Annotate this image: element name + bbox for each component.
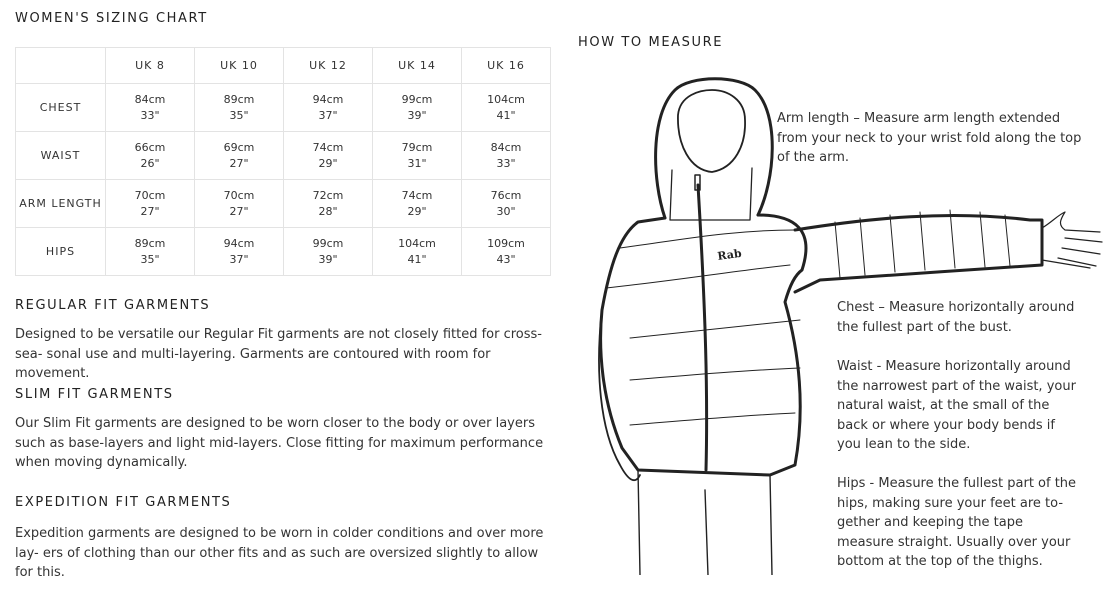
size-header: UK 8 [106,48,195,84]
slim-fit-heading: SLIM FIT GARMENTS [15,387,174,402]
cm-value: 70cm [223,188,255,202]
inch-value: 37" [318,108,338,122]
cm-value: 104cm [487,92,525,106]
cm-value: 94cm [312,92,344,106]
cm-value: 99cm [401,92,433,106]
waist-instructions: Waist - Measure horizontally around the narrowest part of the waist, your natural waist, at the small of the back or where your body bends if you lean to the side. [837,359,1076,452]
table-cell [106,228,195,276]
inch-value: 26" [140,156,160,170]
cm-value: 99cm [312,236,344,250]
inch-value: 41" [496,108,516,122]
inch-value: 35" [140,252,160,266]
cm-value: 89cm [134,236,166,250]
size-header: UK 14 [373,48,462,84]
hips-instructions: Hips - Measure the fullest part of the hips, making sure your feet are to- gether and keeping the tape measure straight. Usually over your bottom at the top of the thighs. [837,476,1077,569]
table-cell [106,84,195,132]
inch-value: 27" [229,204,249,218]
table-row [16,180,551,228]
cm-value: 79cm [401,140,433,154]
inch-value: 29" [407,204,427,218]
table-row [16,228,551,276]
cm-value: 94cm [223,236,255,250]
table-cell [284,180,373,228]
table-cell [373,228,462,276]
row-label: CHEST [16,84,106,132]
cm-value: 76cm [490,188,522,202]
chest-instructions: Chest – Measure horizontally around the fullest part of the bust. [837,300,1075,335]
table-cell [106,132,195,180]
expedition-fit-heading: EXPEDITION FIT GARMENTS [15,495,232,510]
table-cell [195,228,284,276]
row-label: ARM LENGTH [16,180,106,228]
how-to-measure-heading: HOW TO MEASURE [578,35,724,50]
table-header-row [16,48,551,84]
inch-value: 37" [229,252,249,266]
cm-value: 72cm [312,188,344,202]
inch-value: 30" [496,204,516,218]
inch-value: 33" [140,108,160,122]
table-cell [462,84,551,132]
table-cell [106,180,195,228]
table-cell [373,180,462,228]
cm-value: 109cm [487,236,525,250]
inch-value: 35" [229,108,249,122]
table-row [16,84,551,132]
hood-outline [656,79,773,218]
table-corner-cell [16,48,106,84]
row-label: HIPS [16,228,106,276]
table-cell [195,132,284,180]
size-header: UK 10 [195,48,284,84]
collar-outline [670,168,752,220]
cm-value: 104cm [398,236,436,250]
table-cell [462,228,551,276]
cm-value: 74cm [312,140,344,154]
table-cell [284,228,373,276]
inch-value: 43" [496,252,516,266]
regular-fit-heading: REGULAR FIT GARMENTS [15,298,211,313]
table-cell [462,132,551,180]
table-cell [195,180,284,228]
hand-outline [1042,212,1102,268]
inch-value: 41" [407,252,427,266]
inch-value: 31" [407,156,427,170]
cm-value: 74cm [401,188,433,202]
table-cell [195,84,284,132]
table-cell [462,180,551,228]
inch-value: 39" [407,108,427,122]
inch-value: 27" [140,204,160,218]
table-cell [284,132,373,180]
table-cell [373,84,462,132]
cm-value: 84cm [490,140,522,154]
center-zipper [698,185,707,470]
size-header: UK 12 [284,48,373,84]
arm-sleeve-outline [795,215,1042,292]
cm-value: 89cm [223,92,255,106]
table-cell [373,132,462,180]
inch-value: 27" [229,156,249,170]
inch-value: 28" [318,204,338,218]
inch-value: 33" [496,156,516,170]
regular-fit-text: Designed to be versatile our Regular Fit garments are not closely fitted for cross-sea- sonal use and multi-layering. Garments are contoured with room for movement. [15,327,543,381]
cm-value: 84cm [134,92,166,106]
cm-value: 70cm [134,188,166,202]
legs-outline [638,470,772,575]
size-table [15,47,551,276]
row-label: WAIST [16,132,106,180]
jacket-body-outline [601,215,806,475]
face-outline [678,90,745,172]
inch-value: 29" [318,156,338,170]
table-row [16,132,551,180]
cm-value: 66cm [134,140,166,154]
cm-value: 69cm [223,140,255,154]
arm-length-instructions: Arm length – Measure arm length extended from your neck to your wrist fold along the top of the arm. [777,111,1082,165]
slim-fit-text: Our Slim Fit garments are designed to be worn closer to the body or over layers such as base-layers and light mid-layers. Close fitting for maximum performance when moving dynamically. [15,416,544,470]
inch-value: 39" [318,252,338,266]
table-cell [284,84,373,132]
size-header: UK 16 [462,48,551,84]
brand-logo: Rab [716,246,743,263]
chart-title: WOMEN'S SIZING CHART [15,11,208,26]
expedition-fit-text: Expedition garments are designed to be worn in colder conditions and over more lay- ers of clothing than our other fits and as such are oversized slightly to allow for this. [15,526,544,580]
